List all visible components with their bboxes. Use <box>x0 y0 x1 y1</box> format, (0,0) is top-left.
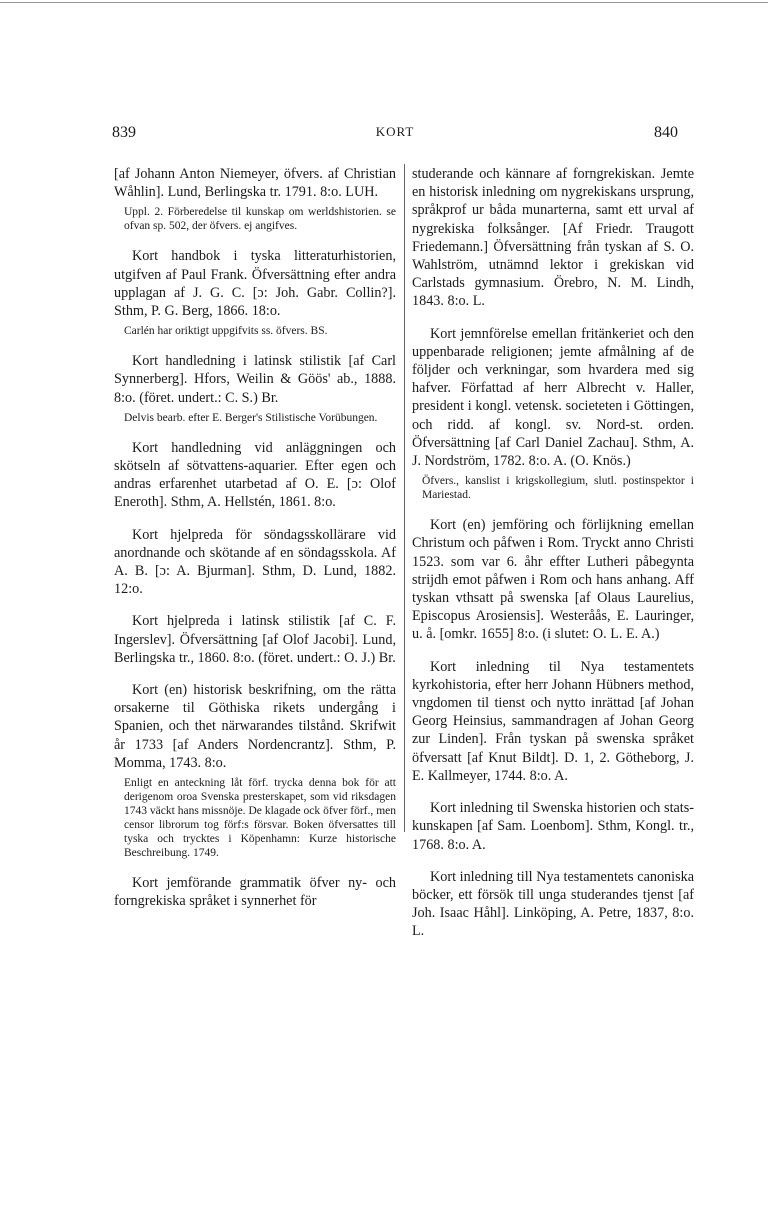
right-column <box>412 165 694 955</box>
running-head: KORT <box>375 124 415 139</box>
bibliography-entry: Kort inledning til Nya testamentets kyrkohistoria, efter herr Johann Hübners method, vngdomen til tienst och nytto inrättad [af Johan Georg Heinsius, sammandragen af Johan Georg zur Linden]. Från tyskan på swenska språket öfversatt [af Knut Bildt]. D. 1, 2. Götheborg, J. E. Kallmeyer, 1744. 8:o. A. <box>412 658 694 784</box>
page-header <box>112 124 678 148</box>
entry-note: Enligt en anteckning låt förf. trycka denna bok för att derigenom oroa Svenska presterskapet, som vid riksdagen 1743 väckt hans missnöje. De klagade ock öfver förf., men censor librorum tog förf:s försvar. Boken öfversattes till tyska och trycktes i Köpenhamn: Kurze historische Beschreibung. 1749. <box>124 777 396 860</box>
bibliography-entry: Kort (en) jemföring och förlijkning emellan Christum och påfwen i Rom. Tryckt anno Christi 1523. som var 6. åhr effter Lutheri påbegynta strijdh emot påfwen i Rom och hans anhang. Aff tyskan vthsatt på swenska [af Olaus Laurelius, Episcopus Arosiensis]. Westeråås, E. Lauringer, u. å. [omkr. 1655] 8:o. (i slutet: O. L. E. A.) <box>412 517 694 643</box>
entry-note: Carlén har oriktigt uppgifvits ss. öfvers. BS. <box>124 325 328 338</box>
top-rule <box>0 2 768 3</box>
column-divider <box>404 164 405 832</box>
page-number-left: 839 <box>112 124 136 141</box>
left-column <box>114 165 396 924</box>
page-number-right: 840 <box>654 124 678 141</box>
bibliography-entry: Kort handbok i tyska litteraturhistorien, utgifven af Paul Frank. Öfversättning efter andra upplagan af J. G. C. [ɔ: Joh. Gabr. Collin?]. Sthm, P. G. Berg, 1866. 18:o. <box>114 248 396 320</box>
bibliography-entry: Kort jemförande grammatik öfver ny- och forngrekiska språket i synnerhet för <box>114 875 396 910</box>
bibliography-entry: Kort (en) historisk beskrifning, om the rätta orsakerne til Göthiska rikets undergång i Spanien, och thet närwarandes tilstånd. Skrifwit år 1733 [af Anders Nordencrantz]. Sthm, P. Momma, 1743. 8:o. <box>114 682 396 771</box>
bibliography-entry: Kort handledning vid anläggningen och skötseln af sötvattens-aquarier. Efter egen och andras erfarenhet utarbetad af O. E. [ɔ: Olof Eneroth]. Sthm, A. Hellstén, 1861. 8:o. <box>114 439 396 511</box>
bibliography-entry: Kort handledning i latinsk stilistik [af Carl Synnerberg]. Hfors, Weilin & Göös' ab., 1888. 8:o. (föret. undert.: C. S.) Br. <box>114 353 396 406</box>
bibliography-entry: studerande och kännare af forngrekiskan. Jemte en historisk inledning om nygrekiskans ursprung, språkprof ur båda munarterna, samt ett urval af nygrekiska folksånger. [Af Friedr. Traugott Friedemann.] Öfversättning från tyskan af S. O. Wahlström, utnämnd lektor i grekiskan vid Carlstads gymnasium. Örebro, N. M. Lindh, 1843. 8:o. L. <box>412 166 694 310</box>
entry-note: Öfvers., kanslist i krigskollegium, slutl. postinspektor i Mariestad. <box>422 475 694 502</box>
bibliography-entry: Kort hjelpreda för söndagsskollärare vid anordnande och skötande af en söndagsskola. Af A. B. [ɔ: A. Bjurman]. Sthm, D. Lund, 1882. 12:o. <box>114 526 396 598</box>
bibliography-entry: Kort inledning til Swenska historien och stats-kunskapen [af Sam. Loenbom]. Sthm, Kongl. tr., 1768. 8:o. A. <box>412 800 694 853</box>
bibliography-entry: [af Johann Anton Niemeyer, öfvers. af Christian Wåhlin]. Lund, Berlingska tr. 1791. 8:o. LUH. <box>114 166 396 201</box>
bibliography-entry: Kort hjelpreda i latinsk stilistik [af C. F. Ingerslev]. Öfversättning [af Olof Jacobi]. Lund, Berlingska tr., 1860. 8:o. (föret. undert.: O. J.) Br. <box>114 613 396 666</box>
entry-note: Uppl. 2. Förberedelse til kunskap om werldshistorien. se ofvan sp. 502, der öfvers. ej angifves. <box>124 206 396 233</box>
bibliography-entry: Kort jemnförelse emellan fritänkeriet och den uppenbarade religionen; jemte afmålning af de följder och verkningar, som hvardera med sig hafver. Författad af herr Albrecht v. Haller, president i kongl. vetensk. societeten i Göttingen, och ridd. af kongl. sv. Nord-st. orden. Öfversättning [af Carl Daniel Zachau]. Sthm, A. J. Nordström, 1782. 8:o. A. (O. Knös.) <box>412 325 694 470</box>
entry-note: Delvis bearb. efter E. Berger's Stilistische Vorübungen. <box>124 411 378 424</box>
bibliography-entry: Kort inledning till Nya testamentets canoniska böcker, ett försök till unga studerandes tjenst [af Joh. Isaac Håhl]. Linköping, A. Petre, 1837, 8:o. L. <box>412 868 694 940</box>
